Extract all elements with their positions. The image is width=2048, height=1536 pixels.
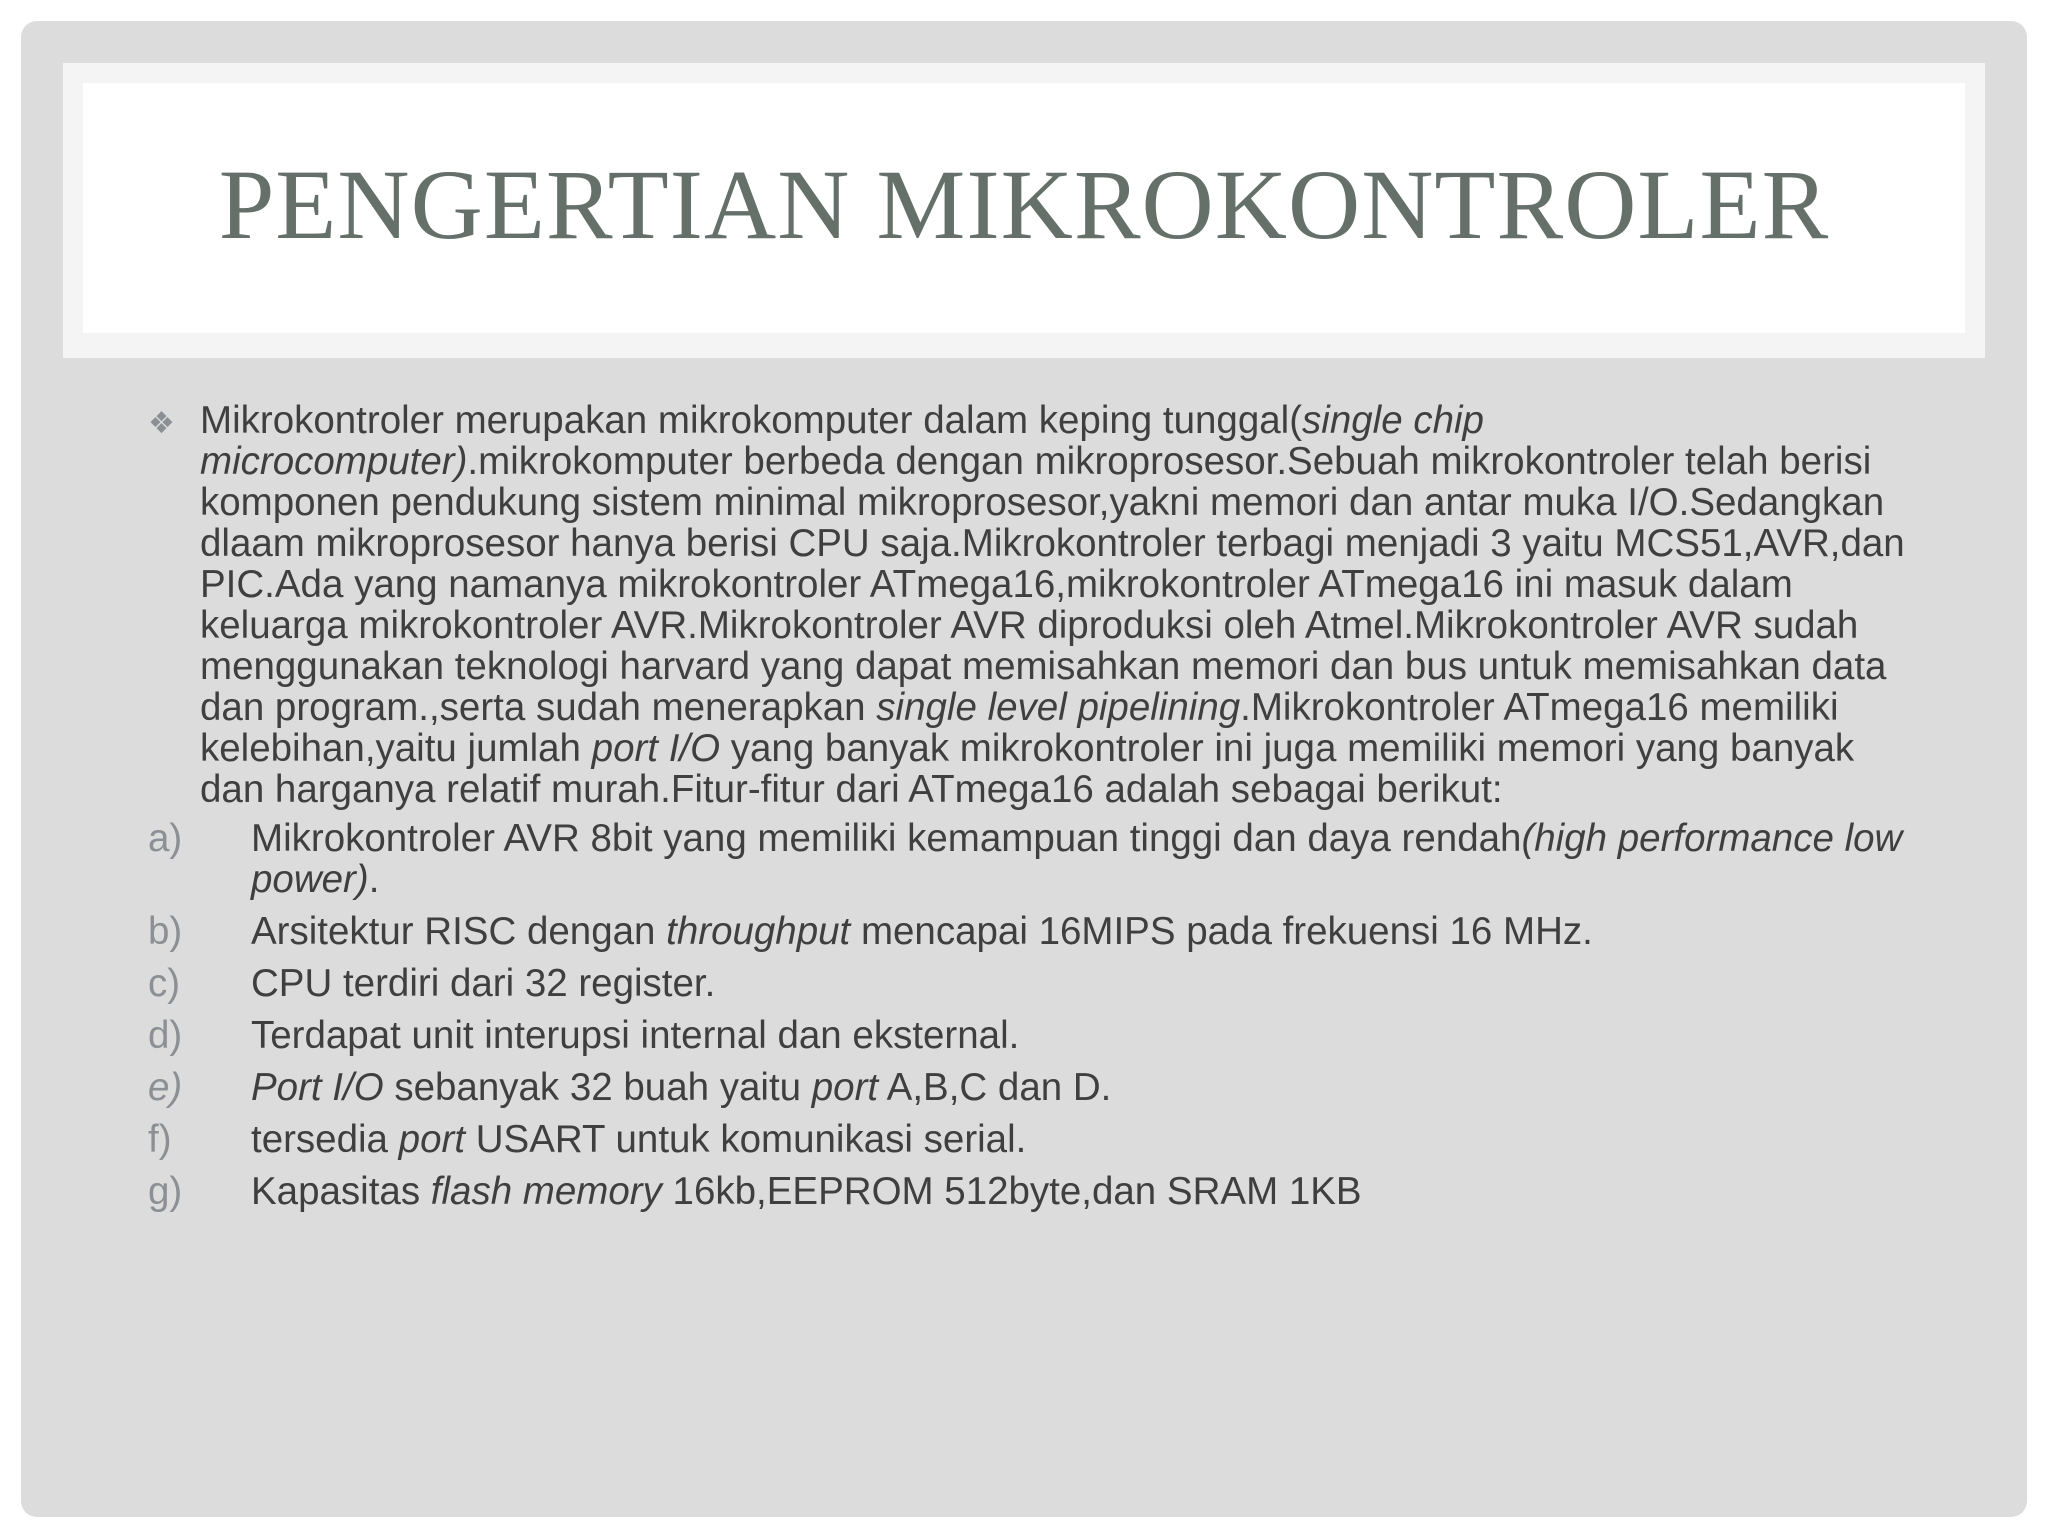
- list-item: [148, 963, 1918, 1004]
- intro-text: [200, 400, 1918, 810]
- text-run: USART untuk komunikasi serial.: [465, 1118, 1027, 1161]
- list-item: [148, 911, 1918, 952]
- italic-text-run: port: [811, 1066, 879, 1109]
- list-item-text: [251, 1118, 1026, 1161]
- list-item: [148, 1067, 1918, 1108]
- italic-text-run: (high performance low power): [251, 817, 1903, 901]
- list-item: [148, 1015, 1918, 1056]
- list-item-text: [251, 1014, 1019, 1057]
- list-marker: d): [148, 1014, 183, 1057]
- text-run: Arsitektur RISC dengan: [251, 910, 667, 953]
- list-item-text: [251, 817, 1902, 901]
- italic-text-run: Port I/O: [251, 1066, 384, 1109]
- intro-paragraph: [148, 400, 1918, 810]
- feature-list: [148, 818, 1918, 1212]
- list-marker: a): [148, 817, 183, 860]
- text-run: .Mikrokontroler ATmega16 memiliki kelebihan,yaitu jumlah: [200, 686, 1839, 770]
- italic-text-run: port I/O: [591, 727, 721, 770]
- title-box: [83, 83, 1965, 333]
- list-marker: f): [148, 1118, 172, 1161]
- italic-text-run: throughput: [666, 910, 851, 953]
- text-run: A,B,C dan D.: [878, 1066, 1112, 1109]
- text-run: tersedia: [251, 1118, 399, 1161]
- list-item: [148, 818, 1918, 900]
- list-marker: g): [148, 1170, 183, 1213]
- italic-text-run: single level pipelining: [876, 686, 1241, 729]
- slide-title: PENGERTIAN MIKROKONTROLER: [218, 148, 1830, 260]
- list-item-text: [251, 962, 715, 1005]
- text-run: mencapai 16MIPS pada frekuensi 16 MHz.: [850, 910, 1593, 953]
- diamond-bullet-icon: ❖: [148, 407, 175, 440]
- list-item-text: [251, 1066, 1111, 1109]
- list-item-text: [251, 910, 1593, 953]
- slide-content: [148, 400, 1918, 1223]
- text-run: Mikrokontroler merupakan mikrokomputer dalam keping tunggal(: [200, 399, 1303, 442]
- text-run: yang banyak mikrokontroler ini juga memiliki memori yang banyak dan harganya relatif murah.Fitur-fitur dari ATmega16 adalah sebagai berikut:: [200, 727, 1855, 811]
- list-item-text: [251, 1170, 1362, 1213]
- text-run: Kapasitas: [251, 1170, 431, 1213]
- text-run: sebanyak 32 buah yaitu: [383, 1066, 812, 1109]
- text-run: Terdapat unit interupsi internal dan eksternal.: [251, 1014, 1020, 1057]
- text-run: CPU terdiri dari 32 register.: [251, 962, 716, 1005]
- list-marker: e): [148, 1066, 183, 1109]
- text-run: .: [368, 858, 380, 901]
- text-run: Mikrokontroler AVR 8bit yang memiliki kemampuan tinggi dan daya rendah: [251, 817, 1522, 860]
- italic-text-run: single chip microcomputer): [200, 399, 1484, 483]
- list-marker: c): [148, 962, 181, 1005]
- list-marker: b): [148, 910, 183, 953]
- list-item: [148, 1119, 1918, 1160]
- list-item: [148, 1171, 1918, 1212]
- italic-text-run: port: [398, 1118, 466, 1161]
- italic-text-run: flash memory: [430, 1170, 662, 1213]
- text-run: 16kb,EEPROM 512byte,dan SRAM 1KB: [661, 1170, 1362, 1213]
- text-run: .mikrokomputer berbeda dengan mikroprosesor.Sebuah mikrokontroler telah berisi komponen pendukung sistem minimal mikroprosesor,yakni memori dan antar muka I/O.Sedangkan dlaam mikroprosesor hanya berisi CPU saja.Mikrokontroler terbagi menjadi 3 yaitu MCS51,AVR,dan PIC.Ada yang namanya mikrokontroler ATmega16,mikrokontroler ATmega16 ini masuk dalam keluarga mikrokontroler AVR.Mikrokontroler AVR diproduksi oleh Atmel.Mikrokontroler AVR sudah menggunakan teknologi harvard yang dapat memisahkan memori dan bus untuk memisahkan data dan program.,serta sudah menerapkan: [200, 440, 1905, 729]
